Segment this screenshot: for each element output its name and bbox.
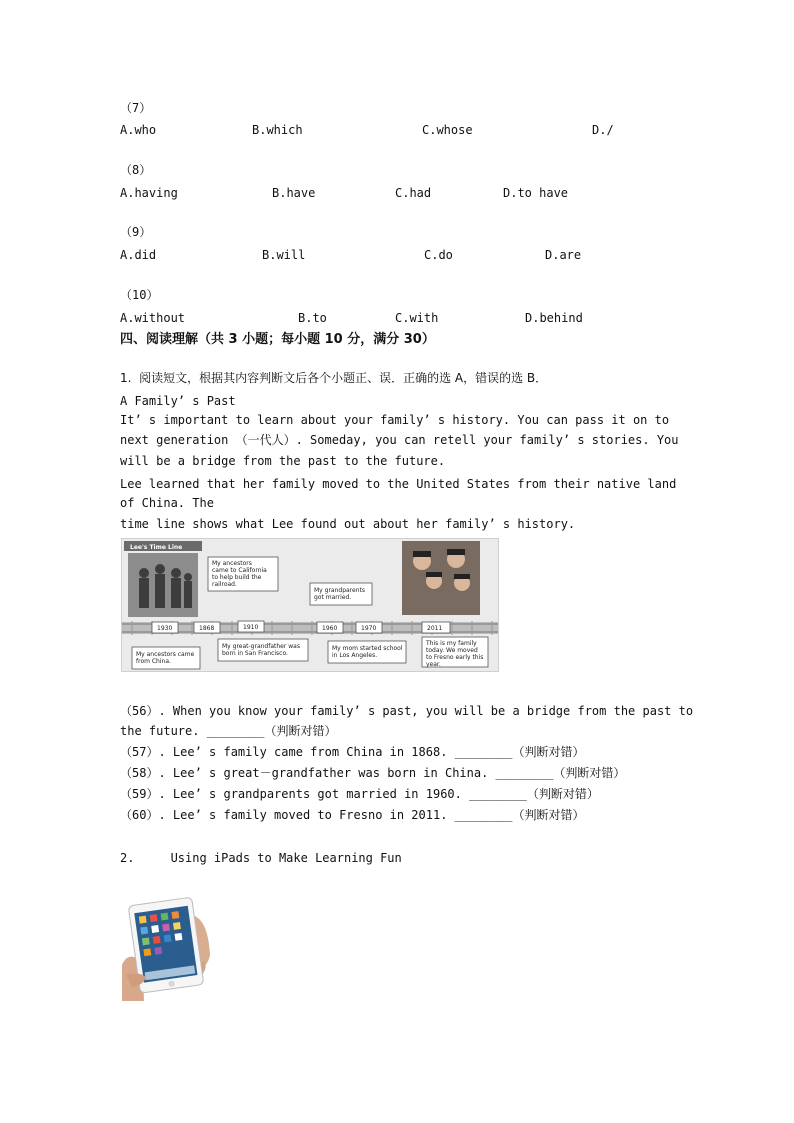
question-8-number: （8） (120, 163, 152, 177)
q10-option-c: C.with (395, 311, 439, 325)
question-56-cont: the future. ________（判断对错） (120, 724, 337, 738)
passage1-line: of China. The (120, 496, 214, 510)
passage2-title: 2. Using iPads to Make Learning Fun (120, 851, 402, 865)
passage1-line: next generation （一代人）. Someday, you can retell your family’ s stories. You (120, 433, 679, 447)
event-text: My ancestors came from China. (136, 651, 195, 665)
q9-option-b: B.will (262, 248, 306, 262)
q10-option-a: A.without (120, 311, 186, 325)
question-58: （58）. Lee’ s great－grandfather was born in China. ________（判断对错） (120, 766, 626, 780)
q8-option-c: C.had (395, 186, 432, 200)
passage1-title: A Family’ s Past (120, 394, 236, 408)
event-text: This is my family today. We moved to Fresno early this year. (426, 640, 484, 668)
q7-option-c: C.whose (422, 123, 473, 137)
event-text: My ancestors came to California to help build the railroad. (212, 560, 267, 588)
q7-option-d: D./ (592, 123, 614, 137)
q7-option-a: A.who (120, 123, 157, 137)
passage1-line: Lee learned that her family moved to the United States from their native land (120, 477, 677, 491)
q10-option-d: D.behind (525, 311, 583, 325)
question-59: （59）. Lee’ s grandparents got married in 1960. ________（判断对错） (120, 787, 599, 801)
ipad-image (122, 895, 212, 1001)
year-label: 1970 (361, 625, 377, 632)
timeline-title: Lee's Time Line (130, 544, 183, 551)
question-7-number: （7） (120, 101, 152, 115)
q9-option-a: A.did (120, 248, 157, 262)
passage1-line: It’ s important to learn about your family’ s history. You can pass it on to (120, 413, 670, 427)
year-label: 1930 (157, 625, 173, 632)
question-60: （60）. Lee’ s family moved to Fresno in 2011. ________（判断对错） (120, 808, 585, 822)
q9-option-c: C.do (424, 248, 453, 262)
question-56: （56）. When you know your family’ s past, you will be a bridge from the past to (120, 704, 694, 718)
q8-option-d: D.to have (503, 186, 569, 200)
passage1-instruction: 1. 阅读短文，根据其内容判断文后各个小题正、误．正确的选 A，错误的选 B． (120, 371, 548, 385)
q8-option-a: A.having (120, 186, 178, 200)
passage1-line: time line shows what Lee found out about her family’ s history. (120, 517, 576, 531)
event-text: My grandparents got married. (314, 587, 365, 601)
lee-time-line-figure (121, 538, 499, 672)
passage1-line: will be a bridge from the past to the future. (120, 454, 446, 468)
section-heading: 四、阅读理解（共 3 小题；每小题 10 分，满分 30） (120, 332, 435, 347)
question-9-number: （9） (120, 225, 152, 239)
question-57: （57）. Lee’ s family came from China in 1868. ________（判断对错） (120, 745, 585, 759)
event-text: My great-grandfather was born in San Francisco. (222, 643, 300, 657)
q7-option-b: B.which (252, 123, 303, 137)
year-label: 1868 (199, 625, 215, 632)
q8-option-b: B.have (272, 186, 316, 200)
q10-option-b: B.to (298, 311, 327, 325)
year-label: 2011 (427, 625, 443, 632)
year-label: 1910 (243, 624, 259, 631)
event-text: My mom started school in Los Angeles. (332, 645, 403, 659)
year-label: 1960 (322, 625, 338, 632)
question-10-number: （10） (120, 288, 159, 302)
q9-option-d: D.are (545, 248, 582, 262)
